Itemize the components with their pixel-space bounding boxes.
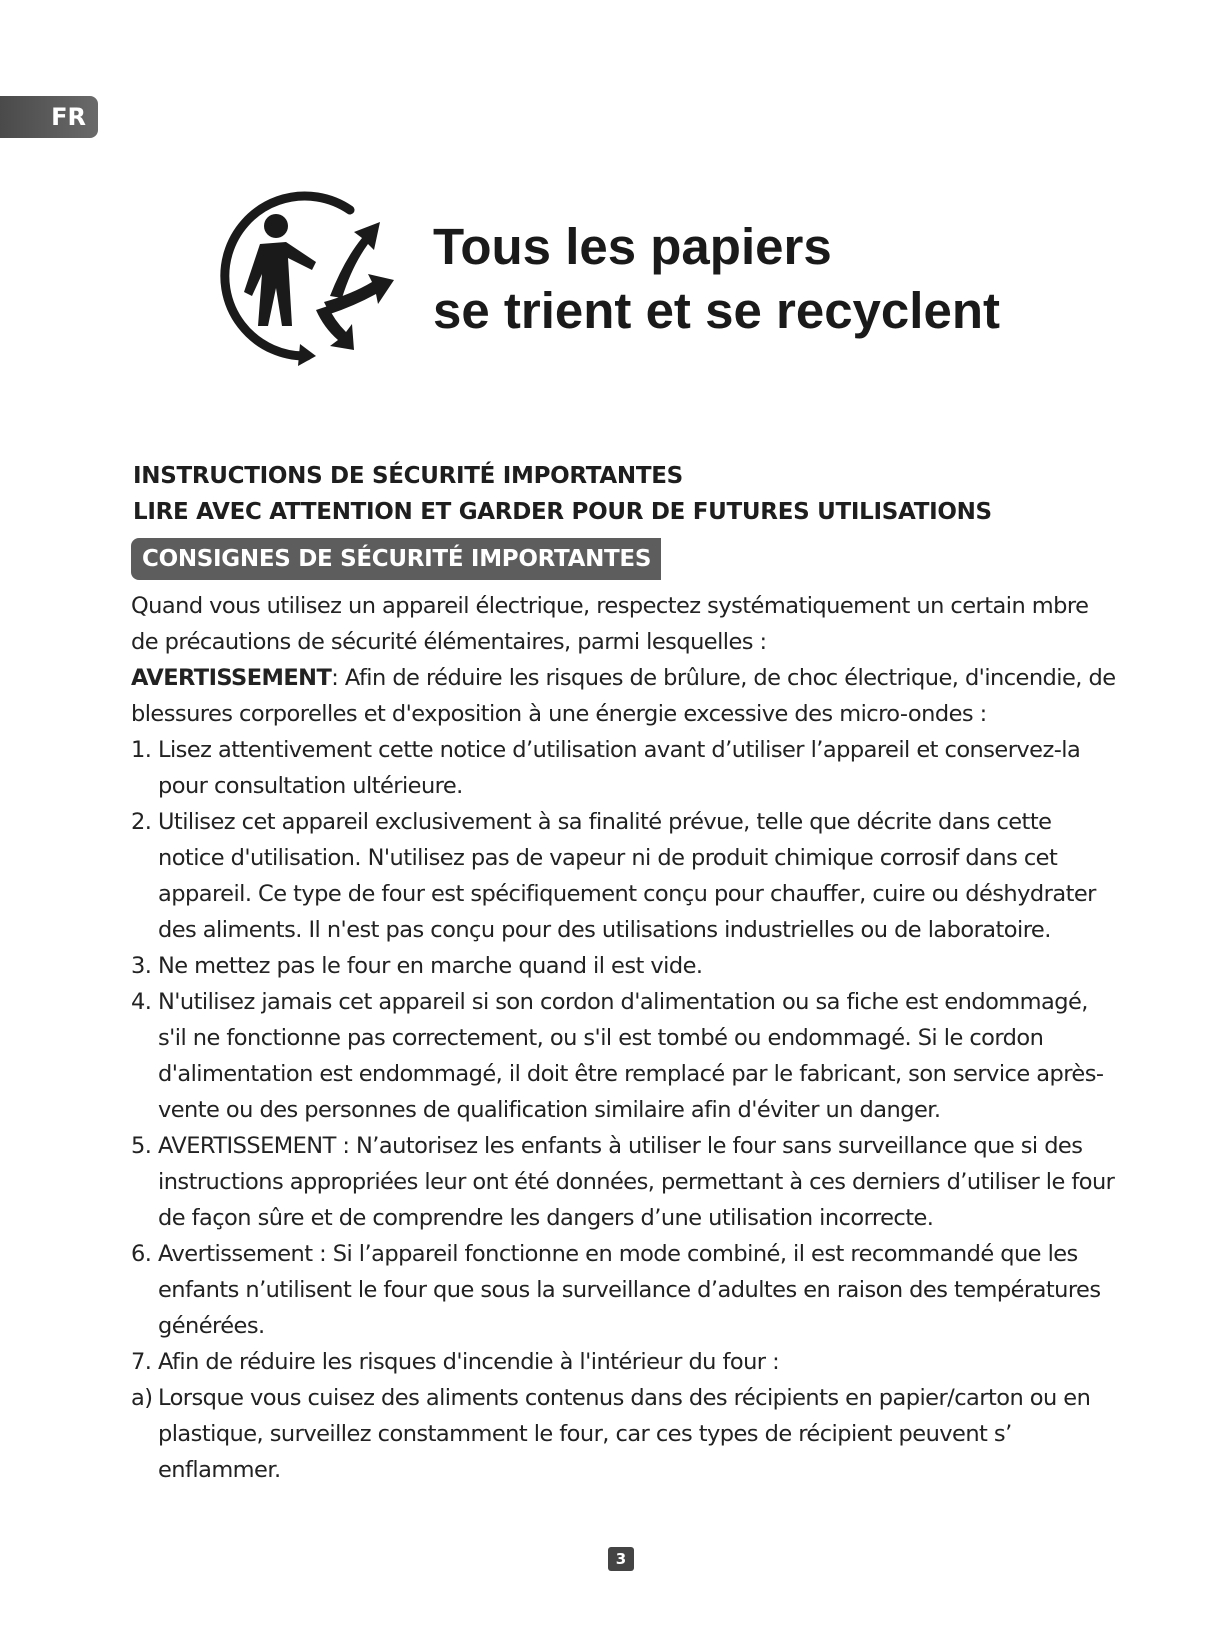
list-item bbox=[131, 1128, 1121, 1236]
triman-recycling-icon bbox=[212, 188, 402, 368]
page-number: 3 bbox=[608, 1547, 634, 1571]
list-item-text: Ne mettez pas le four en marche quand il est vide. bbox=[158, 953, 703, 979]
list-item-number: 1. bbox=[131, 737, 152, 763]
list-item-number: 7. bbox=[131, 1349, 152, 1375]
headline-line-2: se trient et se recyclent bbox=[433, 282, 1000, 339]
safety-instructions-body bbox=[131, 588, 1121, 1488]
list-item-number: 2. bbox=[131, 809, 152, 835]
language-tab: FR bbox=[0, 96, 98, 138]
list-item-text: Afin de réduire les risques d'incendie à l'intérieur du four : bbox=[158, 1349, 780, 1375]
list-item-number: 4. bbox=[131, 989, 152, 1015]
list-item bbox=[131, 1380, 1121, 1488]
list-item-text: AVERTISSEMENT : N’autorisez les enfants à utiliser le four sans surveillance que si des instructions appropriées leur ont été données, permettant à ces derniers d’utiliser le four de façon sûre et de comprendre les dangers d’une utilisation incorrecte. bbox=[158, 1133, 1115, 1231]
list-item bbox=[131, 1236, 1121, 1344]
intro-paragraph: Quand vous utilisez un appareil électrique, respectez systématiquement un certain mbre de précautions de sécurité élémentaires, parmi lesquelles : bbox=[131, 593, 1089, 655]
list-item-number: a) bbox=[131, 1385, 153, 1411]
list-item bbox=[131, 1344, 1121, 1380]
list-item-text: Lisez attentivement cette notice d’utilisation avant d’utiliser l’appareil et conservez-la pour consultation ultérieure. bbox=[158, 737, 1081, 799]
section-title-bar: CONSIGNES DE SÉCURITÉ IMPORTANTES bbox=[131, 538, 661, 580]
list-item bbox=[131, 984, 1121, 1128]
headline-line-1: Tous les papiers bbox=[433, 218, 832, 275]
list-item-number: 6. bbox=[131, 1241, 152, 1267]
list-item-text: Utilisez cet appareil exclusivement à sa finalité prévue, telle que décrite dans cette notice d'utilisation. N'utilisez pas de vapeur ni de produit chimique corrosif dans cet appareil. Ce type de four est spécifiquement conçu pour chauffer, cuire ou déshydrater des aliments. Il n'est pas conçu pour des utilisations industrielles ou de laboratoire. bbox=[158, 809, 1096, 943]
list-item-number: 5. bbox=[131, 1133, 152, 1159]
list-item bbox=[131, 948, 1121, 984]
heading-line-1: INSTRUCTIONS DE SÉCURITÉ IMPORTANTES bbox=[133, 463, 683, 489]
safety-headings bbox=[133, 458, 992, 530]
warning-text: : Afin de réduire les risques de brûlure, de choc électrique, d'incendie, de blessures corporelles et d'exposition à une énergie excessive des micro-ondes : bbox=[131, 665, 1116, 727]
list-item-text: N'utilisez jamais cet appareil si son cordon d'alimentation ou sa fiche est endommagé, s'il ne fonctionne pas correctement, ou s'il est tombé ou endommagé. Si le cordon d'alimentation est endommagé, il doit être remplacé par le fabricant, son service après-vente ou des personnes de qualification similaire afin d'éviter un danger. bbox=[158, 989, 1104, 1123]
warning-paragraph bbox=[131, 660, 1121, 732]
list-item-text: Lorsque vous cuisez des aliments contenus dans des récipients en papier/carton ou en plastique, surveillez constamment le four, car ces types de récipient peuvent s’ enflammer. bbox=[158, 1385, 1091, 1483]
warning-label: AVERTISSEMENT bbox=[131, 665, 332, 691]
list-item-text: Avertissement : Si l’appareil fonctionne en mode combiné, il est recommandé que les enfants n’utilisent le four que sous la surveillance d’adultes en raison des températures générées. bbox=[158, 1241, 1101, 1339]
recycling-headline bbox=[433, 215, 1000, 343]
list-item-number: 3. bbox=[131, 953, 152, 979]
list-item bbox=[131, 732, 1121, 804]
heading-line-2: LIRE AVEC ATTENTION ET GARDER POUR DE FUTURES UTILISATIONS bbox=[133, 499, 992, 525]
list-item bbox=[131, 804, 1121, 948]
